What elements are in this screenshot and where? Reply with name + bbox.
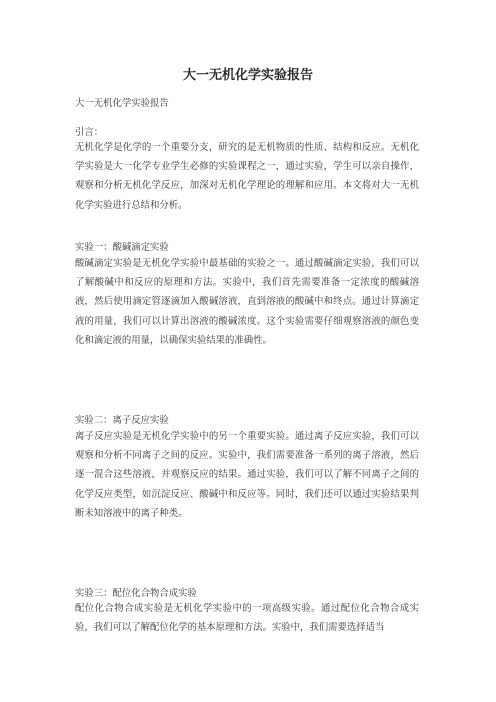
intro-heading: 引言： [75,127,104,138]
section-3-body: 配位化合物合成实验是无机化学实验中的一项高级实验。通过配位化合物合成实验，我们可以了解配位化学的基本原理和方法。实验中，我们需要选择适当 [75,603,419,634]
section-2-body: 离子反应实验是无机化学实验中的另一个重要实验。通过离子反应实验，我们可以观察和分析不同离子之间的反应。实验中，我们需要准备一系列的离子溶液，然后逐一混合这些溶液，并观察反应的结果。通过实验，我们可以了解不同离子之间的化学反应类型，如沉淀反应、酸碱中和反应等。同时，我们还可以通过实验结果判断未知溶液中的离子种类。 [75,431,419,519]
intro-paragraph: 无机化学是化学的一个重要分支，研究的是无机物质的性质、结构和反应。无机化学实验是大一化学专业学生必修的实验课程之一，通过实验，学生可以亲自操作，观察和分析无机化学反应，加深对无机化学理论的理解和应用。本文将对大一无机化学实验进行总结和分析。 [75,142,419,211]
section-1-body: 酸碱滴定实验是无机化学实验中最基础的实验之一。通过酸碱滴定实验，我们可以了解酸碱中和反应的原理和方法。实验中，我们首先需要准备一定浓度的酸碱溶液，然后使用滴定管逐滴加入酸碱溶液，直到溶液的酸碱中和终点。通过计算滴定液的用量，我们可以计算出溶液的酸碱浓度。这个实验需要仔细观察溶液的颜色变化和滴定液的用量，以确保实验结果的准确性。 [75,258,419,346]
section-2-heading: 实验二：离子反应实验 [75,415,169,426]
document-subtitle: 大一无机化学实验报告 [75,98,169,109]
section-3-heading: 实验三：配位化合物合成实验 [75,588,197,599]
document-title: 大一无机化学实验报告 [182,68,313,83]
section-1-heading: 实验一：酸碱滴定实验 [75,242,169,253]
